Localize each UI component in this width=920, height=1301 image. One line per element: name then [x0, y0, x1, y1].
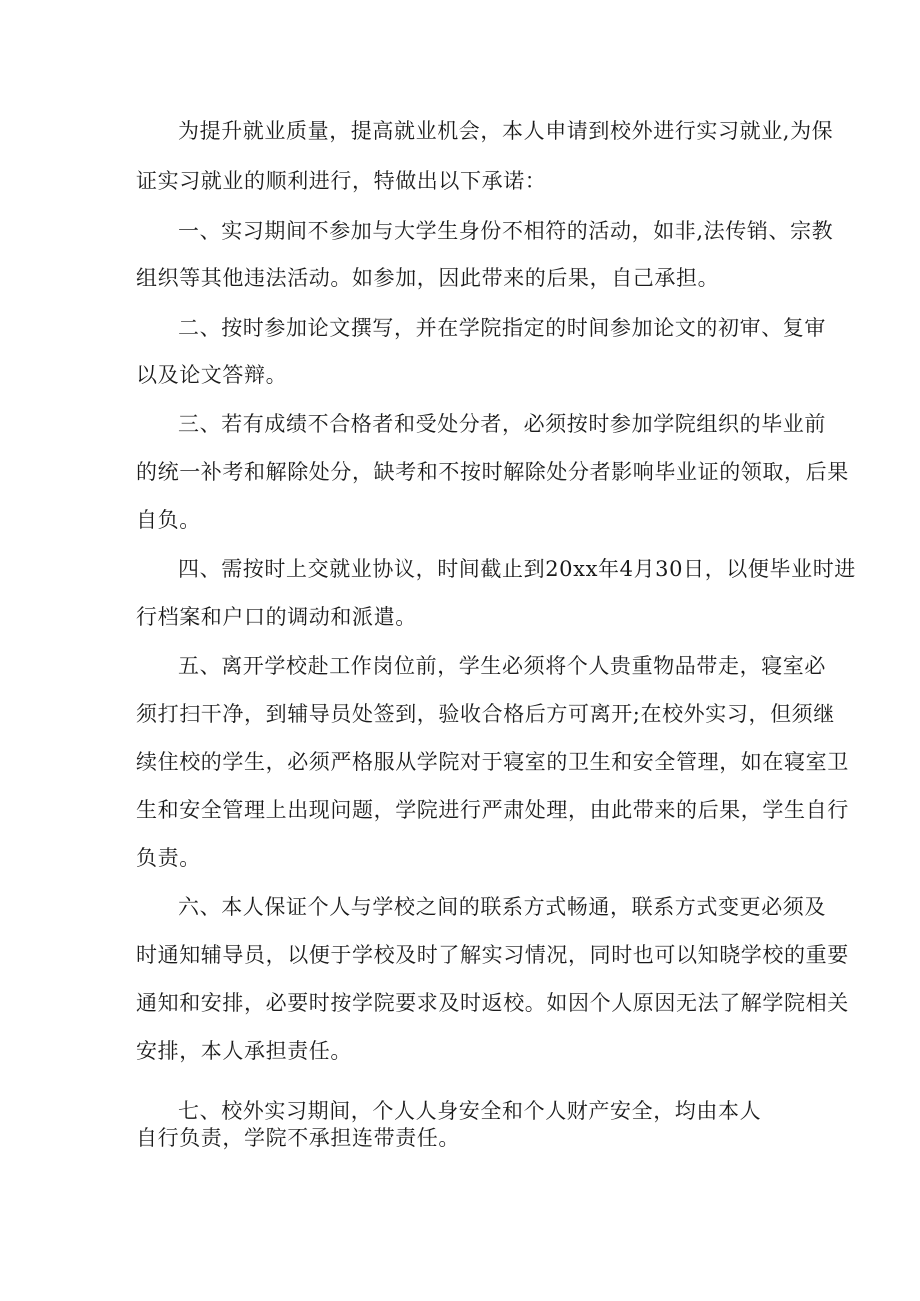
item-6-line-1: 六、本人保证个人与学校之间的联系方式畅通，联系方式变更必须及: [178, 895, 826, 919]
item-6-line-2: 时通知辅导员，以便于学校及时了解实习情况，同时也可以知晓学校的重要: [136, 943, 849, 967]
item-1-line-2: 组织等其他违法活动。如参加，因此带来的后果，自己承担。: [136, 266, 720, 290]
intro-line-2: 证实习就业的顺利进行，特做出以下承诺：: [136, 169, 547, 193]
item-2-line-1: 二、按时参加论文撰写，并在学院指定的时间参加论文的初审、复审: [178, 316, 826, 340]
item-3-line-2: 的统一补考和解除处分，缺考和不按时解除处分者影响毕业证的领取，后果: [136, 460, 849, 484]
item-1-line-1: 一、实习期间不参加与大学生身份不相符的活动，如非,法传销、宗教: [178, 219, 834, 243]
item-3-line-1: 三、若有成绩不合格者和受处分者，必须按时参加学院组织的毕业前: [178, 412, 826, 436]
item-5-line-3: 续住校的学生，必须严格服从学院对于寝室的卫生和安全管理，如在寝室卫: [136, 750, 849, 774]
item-7-line-1: 七、校外实习期间，个人人身安全和个人财产安全，均由本人: [178, 1099, 762, 1123]
item-6-line-4: 安排，本人承担责任。: [136, 1039, 352, 1063]
item-6-line-3: 通知和安排，必要时按学院要求及时返校。如因个人原因无法了解学院相关: [136, 991, 849, 1015]
item-4-line-2: 行档案和户口的调动和派遣。: [136, 605, 417, 629]
intro-line-1: 为提升就业质量，提高就业机会，本人申请到校外进行实习就业,为保: [178, 119, 834, 143]
item-2-line-2: 以及论文答辩。: [136, 363, 288, 387]
item-5-line-2: 须打扫干净，到辅导员处签到，验收合格后方可离开;在校外实习，但须继: [136, 702, 835, 726]
item-3-line-3: 自负。: [136, 508, 201, 532]
item-4-line-1: 四、需按时上交就业协议，时间截止到20xx年4月30日，以便毕业时进: [178, 557, 856, 581]
item-7-line-2: 自行负责，学院不承担连带责任。: [136, 1126, 460, 1150]
item-5-line-1: 五、离开学校赴工作岗位前，学生必须将个人贵重物品带走，寝室必: [178, 654, 826, 678]
item-5-line-4: 生和安全管理上出现问题，学院进行严肃处理，由此带来的后果，学生自行: [136, 798, 849, 822]
item-5-line-5: 负责。: [136, 846, 201, 870]
